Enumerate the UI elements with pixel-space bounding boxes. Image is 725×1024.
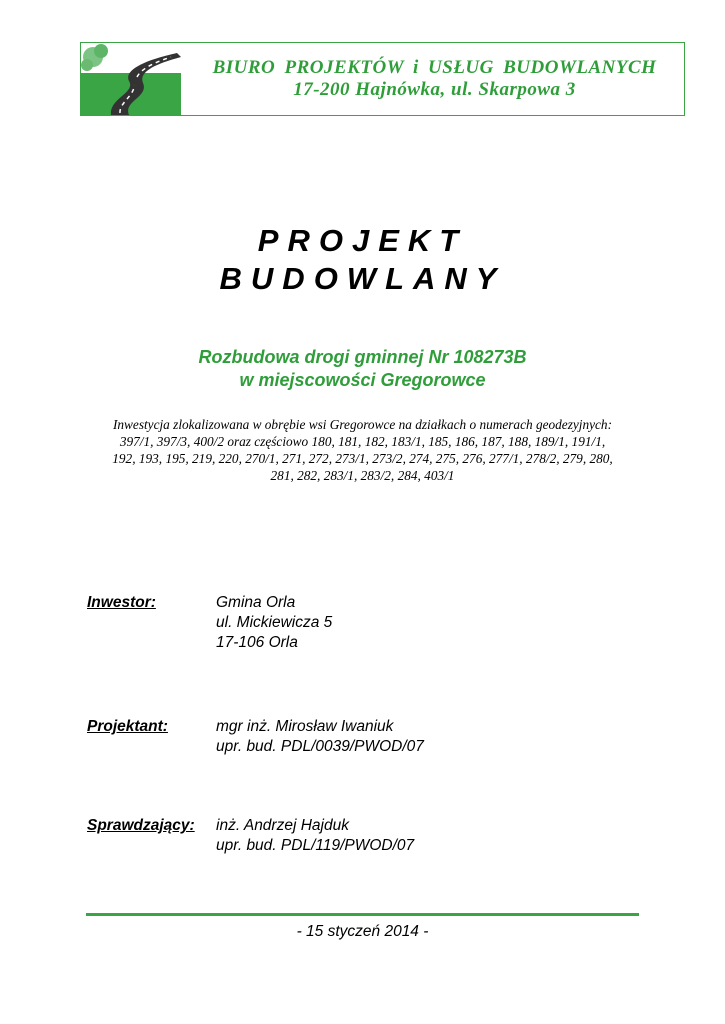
title-line-2: BUDOWLANY	[219, 261, 506, 296]
investment-description	[78, 416, 647, 484]
investor-label: Inwestor:	[87, 594, 156, 611]
road-logo-icon	[81, 43, 181, 115]
checker-name: inż. Andrzej Hajduk	[216, 817, 349, 834]
road-tree-logo	[81, 43, 181, 115]
checker-label: Sprawdzający:	[87, 817, 195, 834]
investment-line: 281, 282, 283/1, 283/2, 284, 403/1	[270, 468, 455, 483]
investor-street: ul. Mickiewicza 5	[216, 614, 333, 631]
subject-line-2: w miejscowości Gregorowce	[239, 370, 486, 390]
checker-license: upr. bud. PDL/119/PWOD/07	[216, 837, 415, 854]
company-name-line: BIURO PROJEKTÓW i USŁUG BUDOWLANYCH	[212, 57, 657, 78]
investment-line: 397/1, 397/3, 400/2 oraz częściowo 180, 181, 182, 183/1, 185, 186, 187, 188, 189/1, 191/1,	[119, 434, 606, 449]
investment-line: 192, 193, 195, 219, 220, 270/1, 271, 272, 273/1, 273/2, 274, 275, 276, 277/1, 278/2, 279, 280,	[112, 451, 613, 466]
designer-license: upr. bud. PDL/0039/PWOD/07	[216, 738, 424, 755]
title-line-1: PROJEKT	[257, 223, 468, 258]
document-date: - 15 styczeń 2014 -	[296, 923, 429, 940]
subject-line-1: Rozbudowa drogi gminnej Nr 108273B	[198, 347, 527, 367]
project-subject	[0, 346, 725, 392]
investor-city: 17-106 Orla	[216, 634, 298, 651]
designer-label: Projektant:	[87, 718, 168, 735]
investment-line: Inwestycja zlokalizowana w obrębie wsi Gregorowce na działkach o numerach geodezyjnych:	[112, 417, 613, 432]
company-address: 17-200 Hajnówka, ul. Skarpowa 3	[293, 79, 576, 100]
designer-name: mgr inż. Mirosław Iwaniuk	[216, 718, 394, 735]
footer-divider	[86, 913, 639, 916]
company-name	[185, 57, 684, 101]
document-title	[0, 222, 725, 298]
investor-name: Gmina Orla	[216, 594, 296, 611]
letterhead	[80, 42, 685, 116]
